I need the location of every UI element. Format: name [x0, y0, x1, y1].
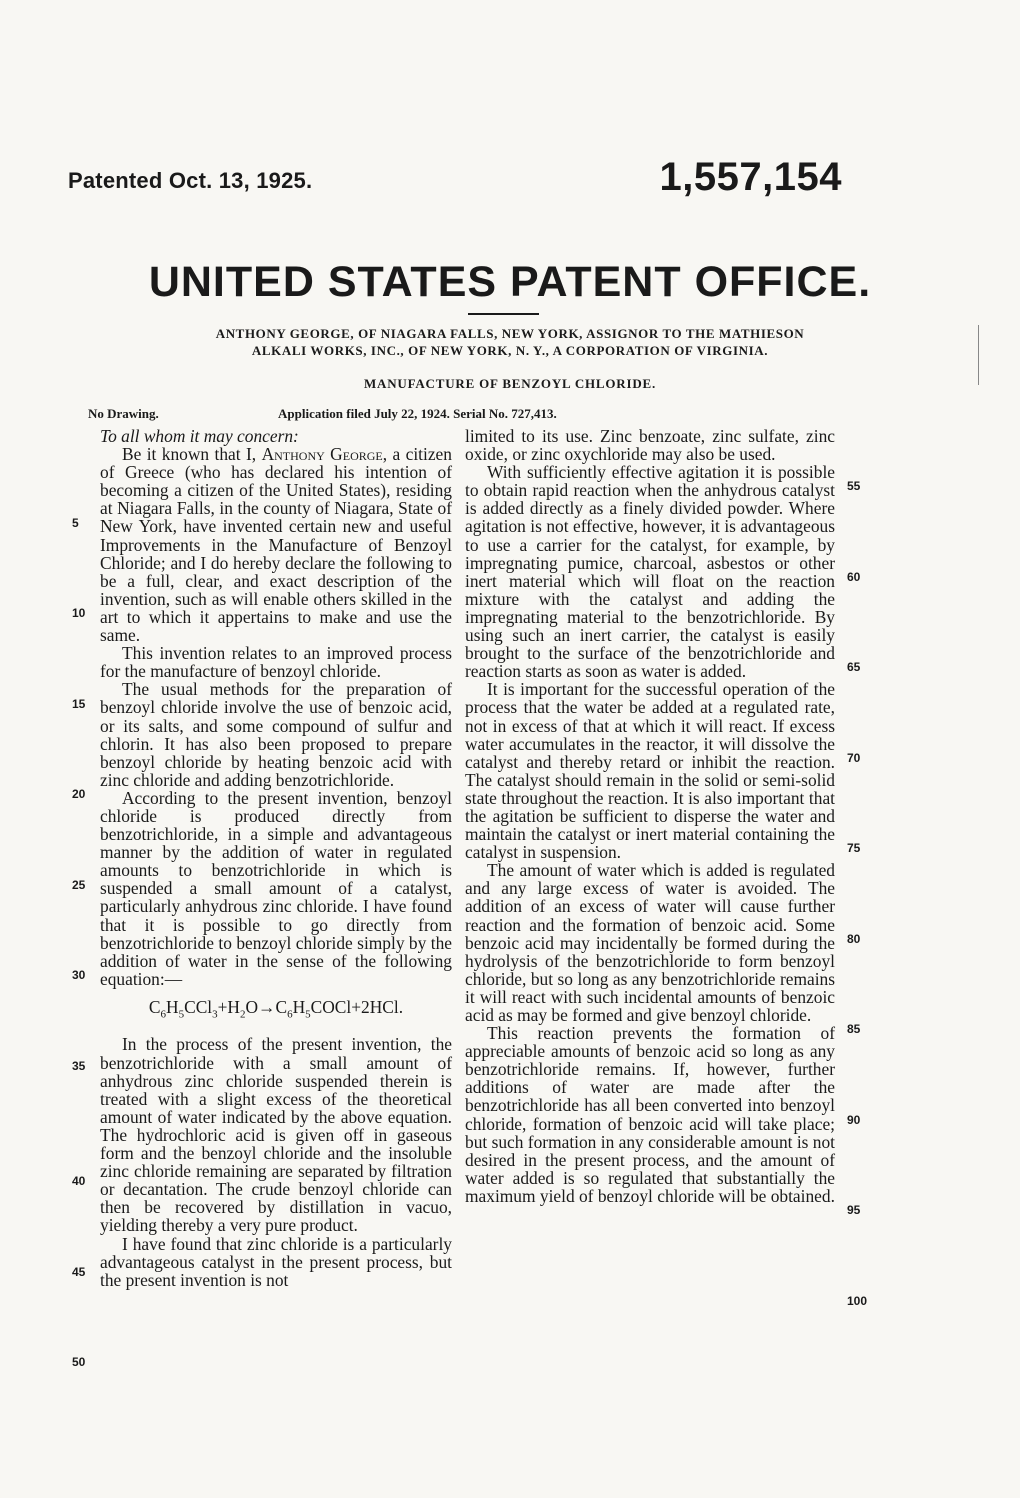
inventor-block: [80, 325, 940, 359]
line-number: 55: [847, 479, 861, 493]
eq-sub: 6: [160, 1008, 167, 1021]
line-number: 45: [72, 1265, 86, 1279]
paragraph: It is important for the successful operation of the process that the water be added at a regulated rate, not in excess of that at which it will react. If excess water accumulates in the reactor, it will dissolve the catalyst and thereby retard or inhibit the reaction. The catalyst should remain in the solid or semi-solid state throughout the reaction. It is also important that the agitation be sufficient to disperse the water and maintain the catalyst or inert material containing the catalyst in suspension.: [465, 679, 835, 863]
line-number: 95: [847, 1203, 861, 1217]
paragraph-text: Be it known that I,: [122, 444, 257, 465]
line-number: 85: [847, 1022, 861, 1036]
patent-title: MANUFACTURE OF BENZOYL CHLORIDE.: [363, 376, 657, 391]
line-number: 25: [72, 878, 86, 892]
line-number: 90: [847, 1113, 861, 1127]
line-number: 80: [847, 932, 861, 946]
line-number: 100: [847, 1294, 868, 1308]
eq-sub: 6: [287, 1008, 293, 1021]
eq-part: COCl+2HCl.: [310, 996, 404, 1017]
patented-date: Patented Oct. 13, 1925.: [68, 168, 313, 193]
scan-edge-mark: [978, 325, 979, 385]
chemical-equation: [100, 998, 452, 1024]
paragraph: The usual methods for the preparation of benzoyl chloride involve the use of benzoic acid, or its salts, and some compound of sulfur and chlorin. It has also been proposed to prepare benzoyl chloride by heating benzoic acid with zinc chloride and adding benzotrichloride.: [100, 679, 452, 790]
paragraph-text: a citizen of Greece (who has declared his intention of becoming a citizen of the United States), residing at Niagara Falls, in the county of Niagara, State of New York, have invented certain new and useful Improvements in the Manufacture of Benzoyl Chloride; and I do hereby declare the following to be a full, clear, and exact description of the invention, such as will enable others skilled in the art to which it appertains to make and use the same.: [100, 444, 452, 646]
application-info: Application filed July 22, 1924. Serial No. 727,413.: [278, 406, 557, 421]
right-column: [465, 427, 835, 1205]
eq-part: CCl: [184, 996, 213, 1017]
paragraph: [100, 445, 452, 644]
line-number: 20: [72, 787, 86, 801]
inventor-line-2: ALKALI WORKS, INC., OF NEW YORK, N. Y., A CORPORATION OF VIRGINIA.: [251, 343, 769, 358]
eq-sub: 5: [178, 1008, 185, 1021]
heading-rule: [468, 313, 539, 315]
line-number: 35: [72, 1059, 86, 1073]
eq-sub: 3: [212, 1008, 218, 1021]
salutation: To all whom it may concern:: [100, 426, 299, 446]
eq-part: H: [292, 996, 306, 1017]
office-heading: UNITED STATES PATENT OFFICE.: [148, 258, 872, 306]
eq-part: H: [166, 996, 179, 1017]
inventor-name: Anthony George,: [261, 444, 388, 465]
paragraph: According to the present invention, benzoyl chloride is produced directly from benzotrichloride, in a simple and advantageous manner by the addition of water in regulated amounts to benzotrichloride in which is suspended a small amount of a catalyst, particularly anhydrous zinc chloride. I have found that it is possible to go directly from benzotrichloride to benzoyl chloride simply by the addition of water in the sense of the following equation:—: [100, 787, 452, 989]
patent-number: 1,557,154: [659, 155, 842, 199]
line-number: 10: [72, 606, 86, 620]
paragraph: The amount of water which is added is regulated and any large excess of water is avoided. The addition of an excess of water will cause further reaction and the formation of benzoic acid. Some benzoic acid may incidentally be formed during the hydrolysis of the benzotrichloride to form benzoyl chloride, but so long as any benzotrichloride remains it will react with such incidental amounts of benzoic acid as may be formed and give benzoyl chloride.: [465, 860, 835, 1025]
eq-part: C: [148, 996, 161, 1017]
paragraph: This reaction prevents the formation of appreciable amounts of benzoic acid so long as any benzotrichloride remains. If, however, further additions of water are made after the benzotrichloride has all been converted into benzoyl chloride, formation of benzoic acid will take place; but such formation in any considerable amount is not desired in the present process, and the amount of water added is so regulated that substantially the maximum yield of benzoyl chloride will be obtained.: [465, 1023, 835, 1206]
eq-sub: 5: [305, 1008, 311, 1021]
line-number: 30: [72, 968, 86, 982]
line-number: 15: [72, 697, 86, 711]
paragraph: I have found that zinc chloride is a particularly advantageous catalyst in the present process, but the present invention is not: [100, 1233, 452, 1290]
no-drawing-note: No Drawing.: [88, 406, 159, 421]
paragraph: With sufficiently effective agitation it is possible to obtain rapid reaction when the anhydrous catalyst is added directly as a finely divided powder. Where agitation is not effective, however, it is advantageous to use a carrier for the catalyst, for example, by impregnating pumice, charcoal, asbestos or other inert material which will float on the reaction mixture with the catalyst and adding the impregnating material to the benzotrichloride. By using such an inert carrier, the catalyst is easily brought to the surface of the benzotrichloride and reaction starts as soon as water is added.: [465, 462, 835, 682]
left-column: [100, 427, 452, 1289]
line-number: 65: [847, 660, 861, 674]
line-number: 70: [847, 751, 861, 765]
line-number: 50: [72, 1355, 86, 1369]
paragraph: limited to its use. Zinc benzoate, zinc sulfate, zinc oxide, or zinc oxychloride may also be used.: [465, 426, 835, 465]
line-number: 40: [72, 1174, 86, 1188]
line-number: 60: [847, 570, 861, 584]
line-number: 5: [72, 516, 79, 530]
paragraph: In the process of the present invention, the benzotrichloride with a small amount of anhydrous zinc chloride suspended therein is treated with a slight excess of the theoretical amount of water indicated by the above equation. The hydrochloric acid is given off in gaseous form and the benzoyl chloride and the insoluble zinc chloride remaining are separated by filtration or decantation. The crude benzoyl chloride can then be recovered by distillation in vacuo, yielding thereby a very pure product.: [100, 1034, 452, 1236]
eq-part: +H: [217, 996, 240, 1017]
line-number: 75: [847, 841, 861, 855]
eq-part: O→C: [245, 996, 288, 1017]
eq-sub: 2: [240, 1008, 246, 1021]
paragraph: This invention relates to an improved process for the manufacture of benzoyl chloride.: [100, 643, 452, 682]
inventor-line-1: ANTHONY GEORGE, OF NIAGARA FALLS, NEW YORK, ASSIGNOR TO THE MATHIESON: [215, 326, 805, 341]
